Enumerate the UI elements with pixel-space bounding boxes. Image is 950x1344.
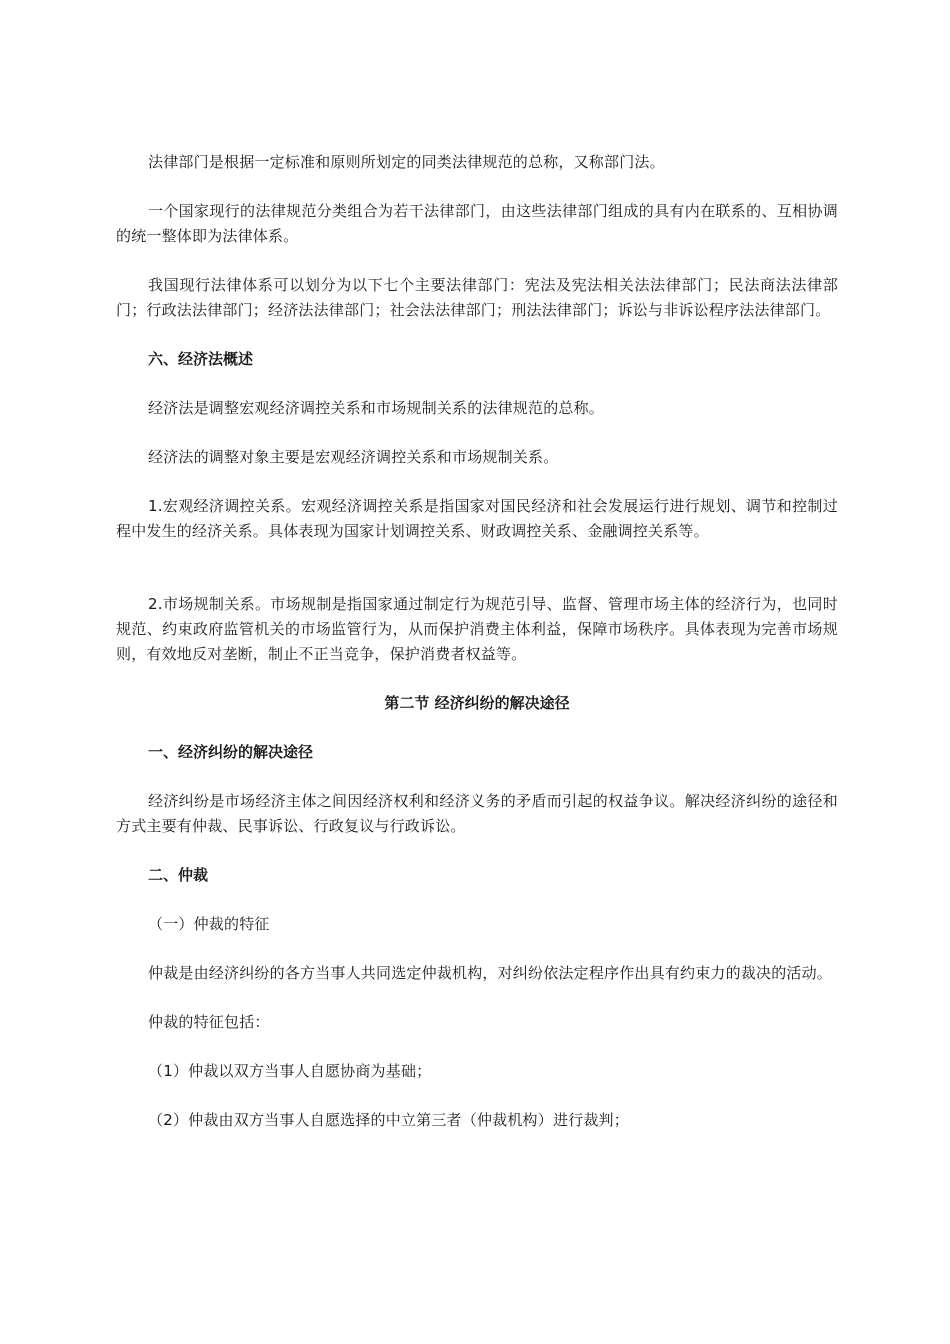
paragraph-economic-law-object: 经济法的调整对象主要是宏观经济调控关系和市场规制关系。	[148, 448, 559, 466]
heading-dispute-resolution: 一、经济纠纷的解决途径	[148, 743, 314, 761]
paragraph-seven-legal-departments: 我国现行法律体系可以划分为以下七个主要法律部门：宪法及宪法相关法法律部门；民法商法法律部门；行政法法律部门；经济法法律部门；社会法法律部门；刑法法律部门；诉讼与非诉讼程序法法律部门。	[116, 276, 838, 319]
paragraph-market-regulation: 2.市场规制关系。市场规制是指国家通过制定行为规范引导、监督、管理市场主体的经济行为，也同时规范、约束政府监管机关的市场监管行为，从而保护消费主体利益，保障市场秩序。具体表现为完善市场规则，有效地反对垄断，制止不正当竞争，保护消费者权益等。	[116, 595, 838, 663]
section-title: 第二节 经济纠纷的解决途径	[384, 694, 570, 712]
heading-arbitration: 二、仲裁	[148, 866, 209, 884]
paragraph-legal-department-definition: 法律部门是根据一定标准和原则所划定的同类法律规范的总称，又称部门法。	[148, 153, 665, 171]
paragraph-arbitration-features-intro: 仲裁的特征包括：	[148, 1013, 270, 1031]
list-item-feature-2: （2）仲裁由双方当事人自愿选择的中立第三者（仲裁机构）进行裁判；	[148, 1111, 629, 1129]
document-page	[116, 150, 838, 1133]
paragraph-macro-regulation: 1.宏观经济调控关系。宏观经济调控关系是指国家对国民经济和社会发展运行进行规划、调节和控制过程中发生的经济关系。具体表现为国家计划调控关系、财政调控关系、金融调控关系等。	[116, 497, 838, 540]
paragraph-arbitration-definition: 仲裁是由经济纠纷的各方当事人共同选定仲裁机构，对纠纷依法定程序作出具有约束力的裁决的活动。	[148, 964, 833, 982]
paragraph-economic-law-definition: 经济法是调整宏观经济调控关系和市场规制关系的法律规范的总称。	[148, 399, 605, 417]
paragraph-economic-dispute-definition: 经济纠纷是市场经济主体之间因经济权利和经济义务的矛盾而引起的权益争议。解决经济纠纷的途径和方式主要有仲裁、民事诉讼、行政复议与行政诉讼。	[116, 792, 838, 835]
subheading-arbitration-features: （一）仲裁的特征	[148, 915, 270, 933]
paragraph-legal-system-definition: 一个国家现行的法律规范分类组合为若干法律部门，由这些法律部门组成的具有内在联系的、互相协调的统一整体即为法律体系。	[116, 202, 838, 245]
list-item-feature-1: （1）仲裁以双方当事人自愿协商为基础；	[148, 1062, 432, 1080]
heading-economic-law-overview: 六、经济法概述	[148, 350, 254, 368]
